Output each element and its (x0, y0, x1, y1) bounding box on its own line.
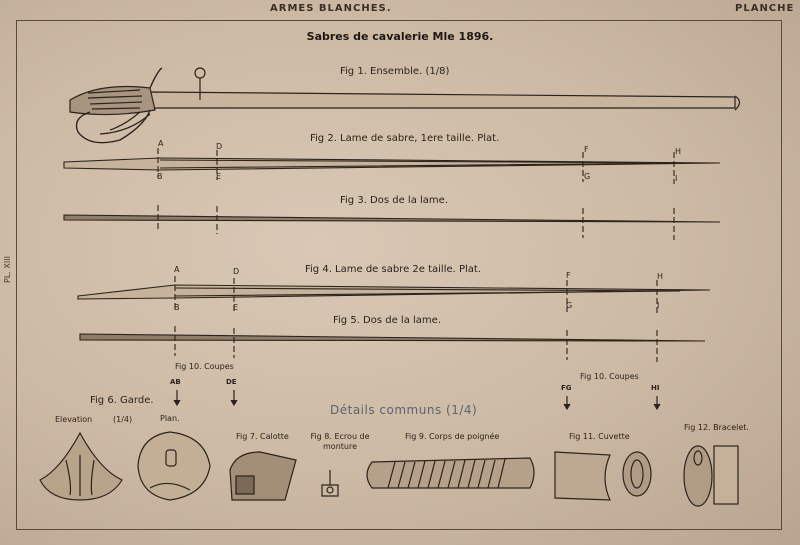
fig7-calotte (230, 452, 296, 500)
plate-title: Sabres de cavalerie Mle 1896. (306, 30, 494, 43)
fig4-letter-h: H (657, 272, 664, 281)
fig6-label: Fig 6. Garde. (90, 395, 154, 406)
fig11-cuvette (555, 452, 651, 500)
coupe-hi: HI (651, 384, 660, 392)
fig4-blade-plat (78, 276, 710, 314)
fig8-label: Fig 8. Ecrou de monture (310, 432, 370, 451)
fig4-letter-a: A (174, 265, 180, 274)
fig5-label: Fig 5. Dos de la lame. (333, 315, 441, 326)
garde-plan-label: Plan. (160, 414, 180, 423)
fig2-blade-plat (64, 148, 720, 184)
fig2-letter-e: E (216, 172, 222, 181)
fig4-letter-f: F (566, 271, 571, 280)
fig2-label: Fig 2. Lame de sabre, 1ere taille. Plat. (310, 133, 500, 144)
fig2-letter-g: G (584, 172, 591, 181)
fig2-letter-a: A (158, 139, 164, 148)
header-right: PLANCHE (735, 3, 795, 14)
fig10-right-label: Fig 10. Coupes (580, 372, 639, 381)
header-left: ARMES BLANCHES. (270, 3, 392, 14)
fig9-corps-poignee (367, 458, 534, 488)
fig4-letter-d: D (233, 267, 240, 276)
fig11-label: Fig 11. Cuvette (569, 432, 630, 441)
fig12-bracelet (684, 446, 738, 506)
fig2-letter-f: F (584, 145, 589, 154)
fig2-letter-d: D (216, 142, 223, 151)
fig4-letter-b: B (174, 303, 180, 312)
fig4-letter-g: G (566, 301, 573, 310)
fig1-sabre-ensemble (70, 68, 740, 143)
coupe-fg: FG (561, 384, 572, 392)
fig5-blade-back (80, 326, 705, 362)
fig7-label: Fig 7. Calotte (236, 432, 289, 441)
fig4-label: Fig 4. Lame de sabre 2e taille. Plat. (305, 264, 482, 275)
fig8-ecrou (322, 470, 338, 496)
fig3-label: Fig 3. Dos de la lame. (340, 195, 448, 206)
fig6-garde-elevation (40, 433, 122, 500)
fig3-blade-back (64, 205, 720, 240)
coupe-de: DE (226, 378, 237, 386)
fig2-letter-i: I (675, 174, 678, 183)
fig4-letter-e: E (233, 303, 239, 312)
details-communs: Détails communs (1/4) (330, 403, 478, 417)
coupe-arrows (174, 390, 660, 409)
coupe-ab: AB (170, 378, 181, 386)
fig9-label: Fig 9. Corps de poignée (405, 432, 500, 441)
garde-elevation-scale: (1/4) (113, 415, 133, 424)
fig10-left-label: Fig 10. Coupes (175, 362, 234, 371)
garde-elevation-label: Elevation (55, 415, 93, 424)
fig1-label: Fig 1. Ensemble. (1/8) (340, 66, 450, 77)
fig2-letter-h: H (675, 147, 682, 156)
margin-note: PL. XIII (2, 256, 12, 283)
fig2-letter-b: B (157, 172, 163, 181)
fig4-letter-i: I (657, 301, 660, 310)
fig6-garde-plan (138, 432, 210, 500)
fig12-label: Fig 12. Bracelet. (684, 423, 749, 432)
